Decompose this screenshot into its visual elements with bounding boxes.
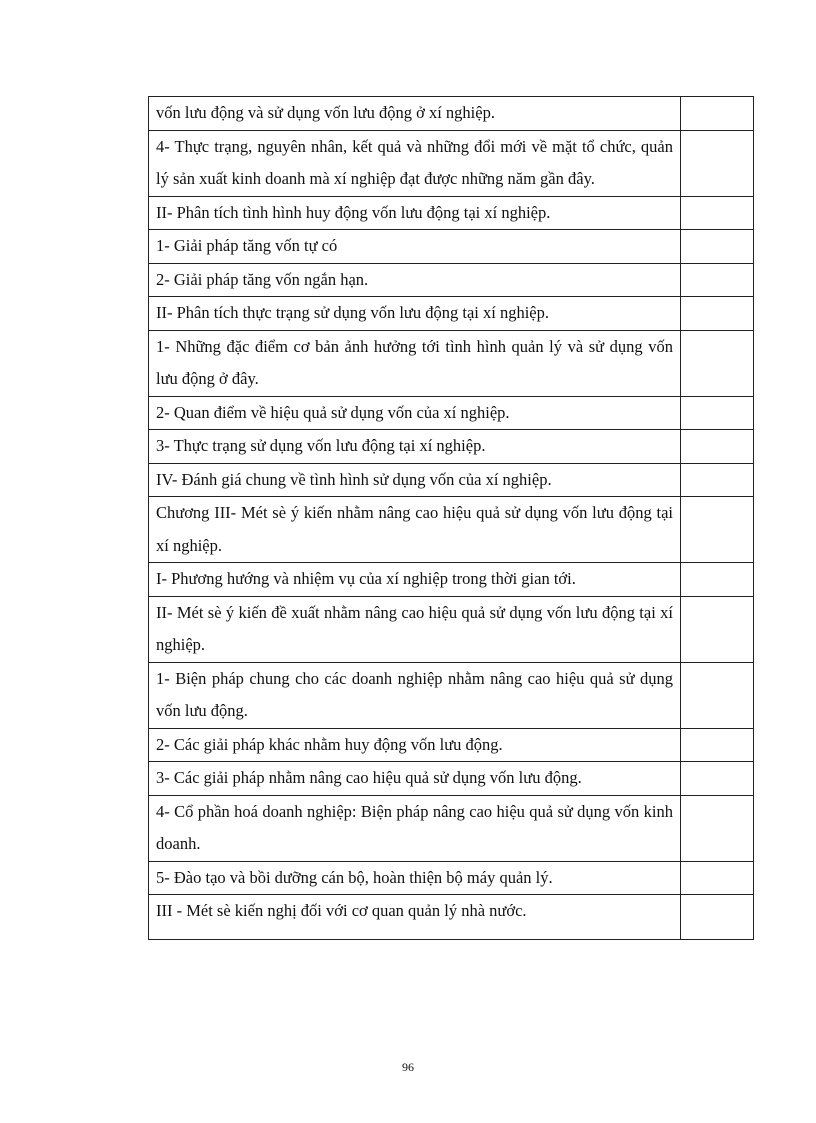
toc-row xyxy=(149,596,754,662)
toc-row xyxy=(149,795,754,861)
toc-body xyxy=(149,97,754,940)
toc-page-cell xyxy=(681,430,754,464)
toc-entry-text: IV- Đánh giá chung về tình hình sử dụng vốn của xí nghiệp. xyxy=(149,463,681,497)
toc-row xyxy=(149,330,754,396)
toc-entry-text: I- Phương hướng và nhiệm vụ của xí nghiệp trong thời gian tới. xyxy=(149,563,681,597)
toc-entry-text: 2- Các giải pháp khác nhằm huy động vốn lưu động. xyxy=(149,728,681,762)
toc-row xyxy=(149,396,754,430)
toc-page-cell xyxy=(681,396,754,430)
toc-entry-text: 5- Đào tạo và bồi dưỡng cán bộ, hoàn thiện bộ máy quản lý. xyxy=(149,861,681,895)
toc-page-cell xyxy=(681,728,754,762)
toc-row xyxy=(149,463,754,497)
toc-page-cell xyxy=(681,563,754,597)
toc-page-cell xyxy=(681,330,754,396)
toc-entry-text: Chương III- Mét sè ý kiến nhằm nâng cao hiệu quả sử dụng vốn lưu động tại xí nghiệp. xyxy=(149,497,681,563)
toc-row xyxy=(149,196,754,230)
page-number: 96 xyxy=(402,1060,414,1074)
toc-row xyxy=(149,430,754,464)
toc-entry-text: 3- Các giải pháp nhằm nâng cao hiệu quả sử dụng vốn lưu động. xyxy=(149,762,681,796)
toc-page-cell xyxy=(681,130,754,196)
toc-page-cell xyxy=(681,861,754,895)
toc-row xyxy=(149,762,754,796)
toc-row xyxy=(149,230,754,264)
toc-entry-text: 2- Giải pháp tăng vốn ngắn hạn. xyxy=(149,263,681,297)
toc-row xyxy=(149,861,754,895)
toc-page-cell xyxy=(681,895,754,940)
toc-row xyxy=(149,497,754,563)
toc-row xyxy=(149,728,754,762)
toc-row xyxy=(149,97,754,131)
toc-entry-text: 3- Thực trạng sử dụng vốn lưu động tại xí nghiệp. xyxy=(149,430,681,464)
toc-entry-text: II- Mét sè ý kiến đề xuất nhằm nâng cao hiệu quả sử dụng vốn lưu động tại xí nghiệp. xyxy=(149,596,681,662)
toc-row xyxy=(149,662,754,728)
toc-row xyxy=(149,563,754,597)
toc-page-cell xyxy=(681,762,754,796)
toc-page-cell xyxy=(681,97,754,131)
toc-page-cell xyxy=(681,297,754,331)
toc-row xyxy=(149,895,754,940)
toc-entry-text: III - Mét sè kiến nghị đối với cơ quan quản lý nhà nước. xyxy=(149,895,681,940)
table-of-contents xyxy=(148,96,754,940)
toc-page-cell xyxy=(681,463,754,497)
toc-entry-text: II- Phân tích thực trạng sử dụng vốn lưu động tại xí nghiệp. xyxy=(149,297,681,331)
toc-entry-text: 4- Thực trạng, nguyên nhân, kết quả và những đổi mới về mặt tổ chức, quản lý sản xuất kinh doanh mà xí nghiệp đạt được những năm gần đây. xyxy=(149,130,681,196)
toc-entry-text: 1- Giải pháp tăng vốn tự có xyxy=(149,230,681,264)
toc-row xyxy=(149,297,754,331)
toc-page-cell xyxy=(681,230,754,264)
toc-page-cell xyxy=(681,596,754,662)
toc-entry-text: II- Phân tích tình hình huy động vốn lưu động tại xí nghiệp. xyxy=(149,196,681,230)
toc-row xyxy=(149,130,754,196)
toc-entry-text: 1- Những đặc điểm cơ bản ảnh hưởng tới tình hình quản lý và sử dụng vốn lưu động ở đây. xyxy=(149,330,681,396)
toc-page-cell xyxy=(681,662,754,728)
toc-page-cell xyxy=(681,196,754,230)
toc-page-cell xyxy=(681,497,754,563)
toc-page-cell xyxy=(681,795,754,861)
toc-row xyxy=(149,263,754,297)
toc-entry-text: 2- Quan điểm về hiệu quả sử dụng vốn của xí nghiệp. xyxy=(149,396,681,430)
toc-entry-text: 1- Biện pháp chung cho các doanh nghiệp nhằm nâng cao hiệu quả sử dụng vốn lưu động. xyxy=(149,662,681,728)
toc-entry-text: 4- Cổ phần hoá doanh nghiệp: Biện pháp nâng cao hiệu quả sử dụng vốn kinh doanh. xyxy=(149,795,681,861)
toc-entry-text: vốn lưu động và sử dụng vốn lưu động ở xí nghiệp. xyxy=(149,97,681,131)
toc-page-cell xyxy=(681,263,754,297)
